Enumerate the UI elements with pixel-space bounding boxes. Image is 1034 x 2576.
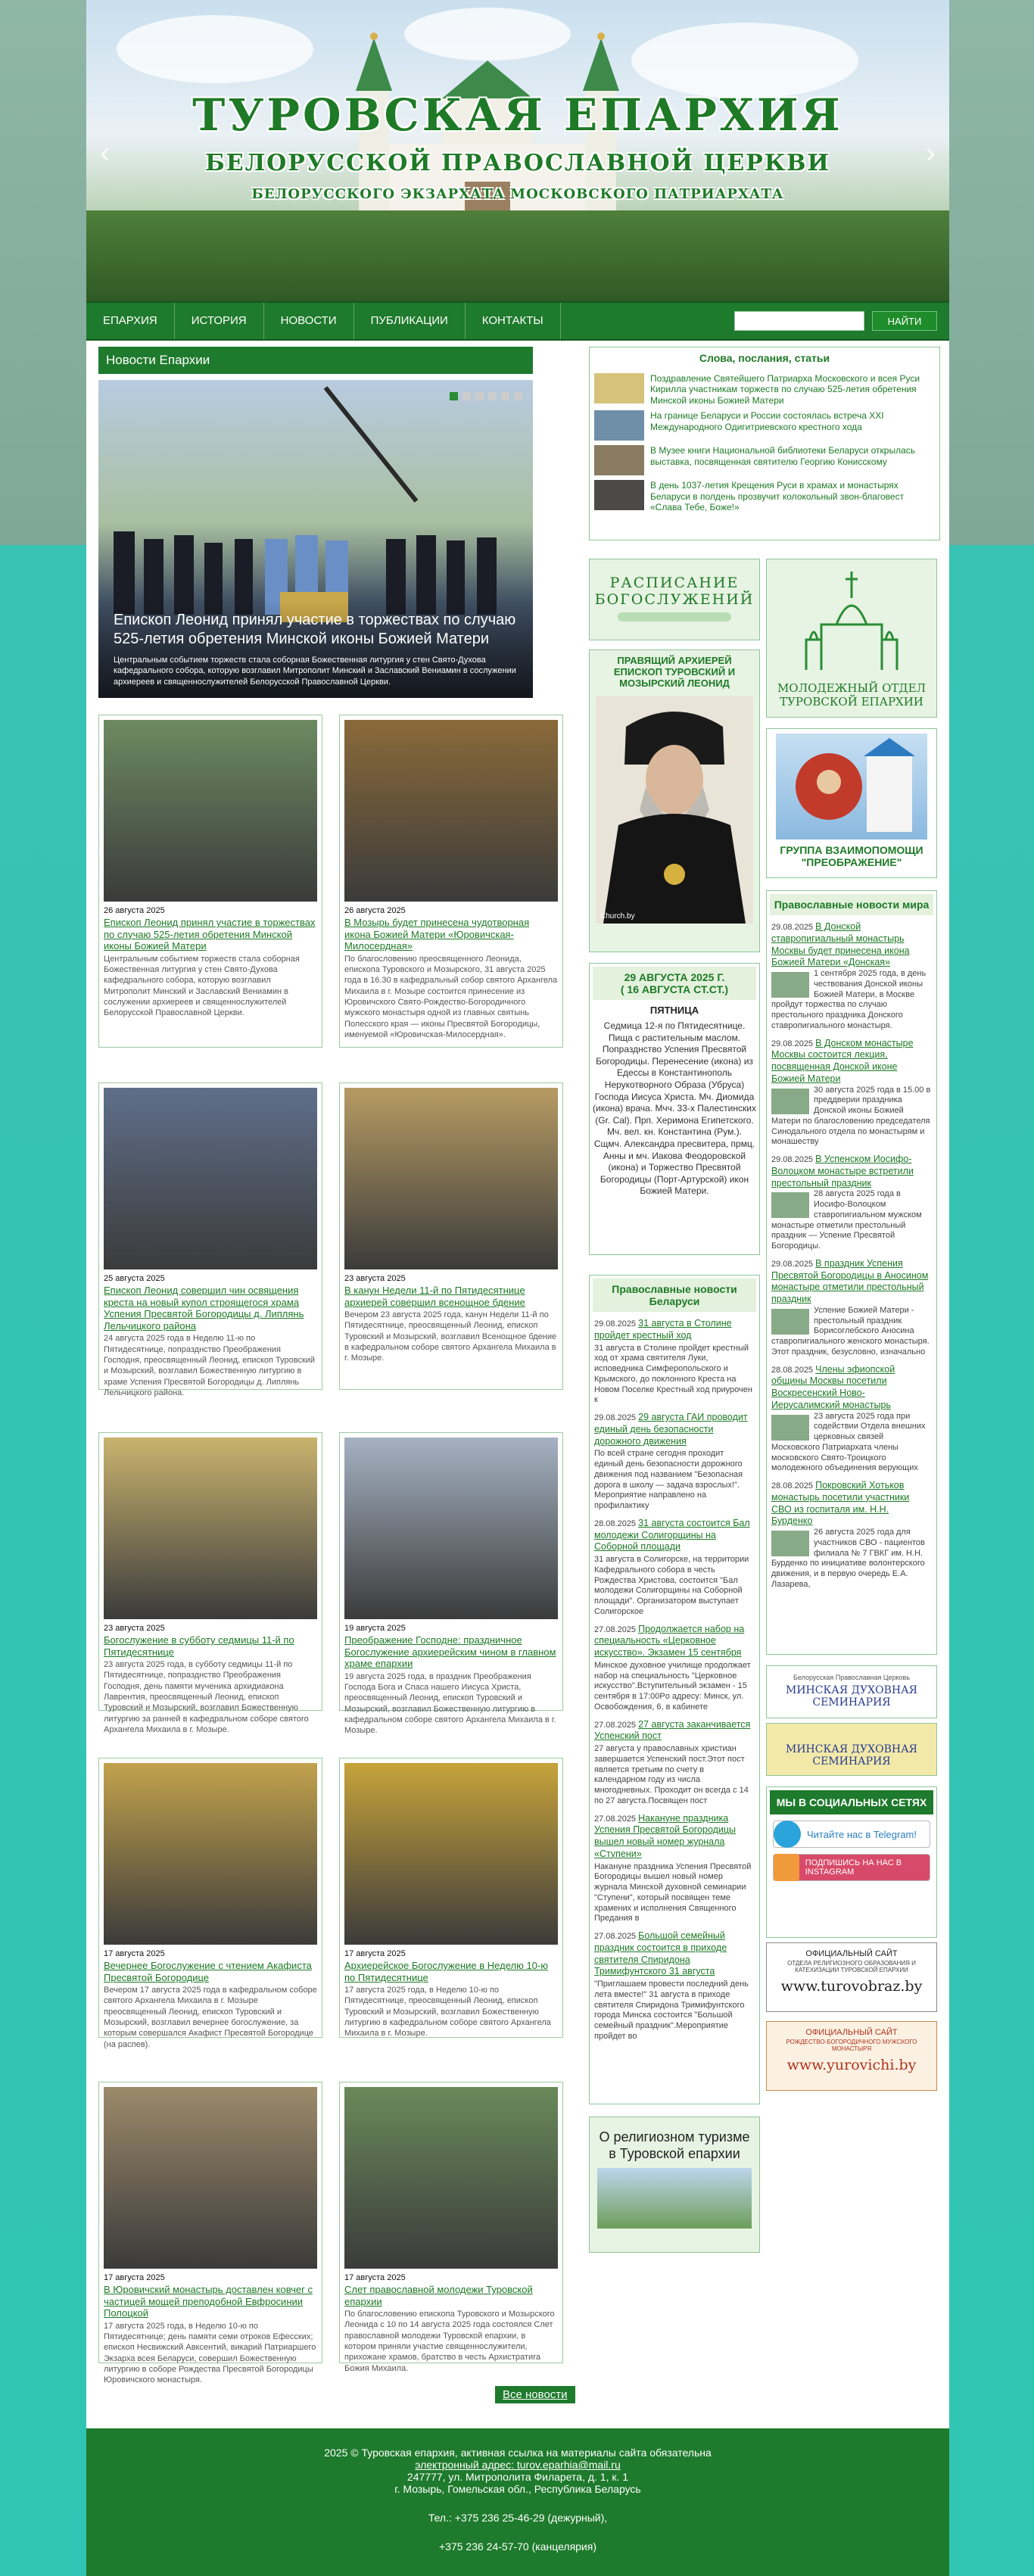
mdu-small: Белорусская Православная Церковь xyxy=(793,1674,911,1681)
instagram-label: ПОДПИШИСЬ НА НАС В INSTAGRAM xyxy=(805,1858,902,1877)
news-date: 29.08.2025 xyxy=(594,1319,637,1328)
news-title-link[interactable]: В Юровичский монастырь доставлен ковчег с частицей мощей преподобной Евфросинии Полоцкой xyxy=(104,2284,313,2319)
news-excerpt: По благословению епископа Туровского и Мозырского Леонида с 10 по 14 августа 2025 года состоялся Слет православной молодежи Туровской епархии, в котором приняли участие священнослужители, прихожане храмов, братство в честь Архистратига Божия Михаила. xyxy=(344,2310,555,2373)
list-item xyxy=(771,921,932,1032)
news-excerpt: 23 августа 2025 года при содействии Отдела внешних церковных связей Московского Патриархата члены московского Свято-Троицкого молодежного объединения верующих xyxy=(771,1411,926,1473)
news-title-link[interactable]: В Донской ставропигиальный монастырь Москвы будет принесена икона Божией Матери «Донская» xyxy=(771,921,910,968)
news-photo[interactable] xyxy=(344,1763,558,1945)
turovobraz-sub: ОТДЕЛА РЕЛИГИОЗНОГО ОБРАЗОВАНИЯ И КАТЕХИЗАЦИИ ТУРОВСКОЙ ЕПАРХИИ xyxy=(787,1960,916,1973)
bishop-watermark: Church.by xyxy=(600,912,635,920)
yurovichi-banner[interactable] xyxy=(766,2021,937,2091)
nav-item-publications[interactable]: ПУБЛИКАЦИИ xyxy=(354,303,466,339)
yurovichi-small: ОФИЦИАЛЬНЫЙ САЙТ xyxy=(805,2028,898,2037)
header-subtitle-exarchate: БЕЛОРУССКОГО ЭКЗАРХАТА МОСКОВСКОГО ПАТРИАРХАТА xyxy=(251,186,784,202)
news-date: 27.08.2025 xyxy=(594,1932,637,1941)
news-title-link[interactable]: В канун Недели 11-й по Пятидесятнице архиерей совершил всенощное бдение xyxy=(344,1285,525,1308)
slider-text: Центральным событием торжеств стала соборная Божественная литургия у стен Свято-Духова кафедрального собора, которую возглавил Митрополит Минский и Заславский Вениамин в сослужении архиереев и священнослужителей Белорусской Православной Церкви. xyxy=(114,656,516,687)
footer-address-1: 247777, ул. Митрополита Филарета, д. 1, к. 1 xyxy=(406,2471,629,2483)
news-date: 29.08.2025 xyxy=(771,1259,814,1269)
news-card[interactable] xyxy=(98,715,322,1048)
news-card[interactable] xyxy=(339,1082,563,1390)
news-card[interactable] xyxy=(339,1758,563,2038)
news-excerpt: 30 августа 2025 года в 15.00 в преддверии праздника Донской иконы Божией Матери по благословению председателя Синодального отдела по монастырям и монашеству xyxy=(771,1085,931,1147)
news-excerpt: 27 августа у православных христиан завершается Успенский пост.Этот пост является третьим по счету в календарном году из числа многодневных. Проходит он всегда с 14 по 27 августа.Посвящен пост xyxy=(594,1744,749,1805)
slider-dot[interactable] xyxy=(501,392,509,400)
news-card[interactable] xyxy=(98,1432,322,1734)
nav-item-eparchy[interactable]: ЕПАРХИЯ xyxy=(86,303,175,339)
news-excerpt: 31 августа в Столине пройдет крестный ход от храма святителя Луки, исповедника Симферопольского и Крымского, до поклонного Креста на Новом Поселке Крестный ход приурочен к xyxy=(594,1343,752,1405)
news-date: 28.08.2025 xyxy=(771,1365,814,1375)
footer-phone-1: Тел.: +375 236 25-46-29 (дежурный), xyxy=(428,2512,608,2524)
header-title: ТУРОВСКАЯ ЕПАРХИЯ xyxy=(192,89,843,141)
news-excerpt: Центральным событием торжеств стала соборная Божественная литургия у стен Свято-Духова кафедрального собора, которую возглавил Митрополит Минский и Заславский Вениамин в сослужении архиереев и священнослужителей Белорусской Православной Церкви. xyxy=(104,954,300,1018)
news-excerpt: "Приглашаем провести последний день лета вместе!" 31 августа в приходе святителя Спиридона Тримифунтского города Минска состоится "Большой семейный праздник".Мероприятие пройдет во xyxy=(594,1980,749,2041)
news-section-title: Новости Епархии xyxy=(98,347,533,374)
world-news-title: Православные новости мира xyxy=(774,899,930,911)
church-outline-icon xyxy=(776,564,927,677)
news-photo[interactable] xyxy=(344,720,558,902)
list-item xyxy=(771,1480,932,1590)
news-excerpt: 23 августа 2025 года, в субботу седмицы 11-й по Пятидесятнице, попразднство Преображения Господня, день памяти мученика архидиакона Лаврентия, преосвященный Леонид, епископ Туровский и Мозырский, возглавил Божественную литургию за ранней в кафедральном соборе святого Архангела Михаила в г. Мозыре. xyxy=(104,1660,309,1734)
header-subtitle: БЕЛОРУССКОЙ ПРАВОСЛАВНОЙ ЦЕРКВИ xyxy=(205,150,830,176)
news-date: 29.08.2025 xyxy=(771,1039,814,1048)
news-date: 29.08.2025 xyxy=(771,923,814,932)
list-item xyxy=(771,1154,932,1252)
words-title: Слова, послания, статьи xyxy=(699,352,830,364)
help-group-line-1: ГРУППА ВЗАИМОПОМОЩИ xyxy=(780,844,923,856)
belarus-news-title: Православные новости Беларуси xyxy=(612,1283,737,1307)
social-title: МЫ В СОЦИАЛЬНЫХ СЕТЯХ xyxy=(770,1790,933,1814)
list-item xyxy=(594,1930,755,2042)
words-item-link[interactable]: Поздравление Святейшего Патриарха Московского и всея Руси Кирилла участникам торжеств по случаю 525-летия обретения Минской иконы Божией Матери xyxy=(650,373,920,406)
news-excerpt: Накануне праздника Успения Пресвятой Богородицы вышел новый номер журнала Минской духовной семинарии "Ступени", который посвящен теме храмених и исполнения Священного Предания в xyxy=(594,1861,752,1923)
news-slider[interactable] xyxy=(98,380,533,698)
footer xyxy=(86,2428,949,2576)
list-item[interactable] xyxy=(594,373,935,406)
nav-item-news[interactable]: НОВОСТИ xyxy=(264,303,354,339)
words-item-link[interactable]: В день 1037-летия Крещения Руси в храмах и монастырях Беларуси в полдень прозвучит колокольный звон-благовест «Слава Тебе, Боже!» xyxy=(650,480,905,512)
book-icon xyxy=(618,612,731,621)
tourism-banner[interactable] xyxy=(589,2117,760,2253)
news-excerpt: Минское духовное училище продолжает набор на специальность "Церковное искусство".Вступительный экзамен - 15 сентября в 17:00Po адресу: Минск, ул. Освобождения, 6, в кабинете xyxy=(594,1660,751,1712)
calendar-old-style: ( 16 АВГУСТА СТ.СТ.) xyxy=(620,983,729,995)
news-date: 28.08.2025 xyxy=(594,1519,637,1528)
page xyxy=(86,0,949,2576)
news-date: 29.08.2025 xyxy=(594,1413,637,1422)
news-excerpt: По всей стране сегодня проходит единый день безопасности дорожного движения под названием "Безопасная дорога в школу — задача взрослых!". Мероприятие направлено на профилактику xyxy=(594,1449,743,1510)
bishop-portrait xyxy=(596,696,753,924)
slider-dot[interactable] xyxy=(462,392,471,400)
schedule-line-1: РАСПИСАНИЕ xyxy=(609,575,740,591)
main-nav xyxy=(86,301,949,341)
news-photo[interactable] xyxy=(104,1438,317,1619)
bishop-title: ПРАВЯЩИЙ АРХИЕРЕЙ ЕПИСКОП ТУРОВСКИЙ И МОЗЫРСКИЙ ЛЕОНИД xyxy=(613,655,736,689)
list-item[interactable] xyxy=(594,445,935,475)
youth-line-2: ТУРОВСКОЙ ЕПАРХИИ xyxy=(780,695,923,709)
slider-dot[interactable] xyxy=(450,392,458,400)
mdu-title-2: МИНСКАЯ ДУХОВНАЯ СЕМИНАРИЯ xyxy=(785,1743,917,1768)
list-item xyxy=(594,1318,755,1406)
words-item-link[interactable]: В Музее книги Национальной библиотеки Беларуси открылась выставка, посвященная святителю Георгию Конисскому xyxy=(650,445,915,467)
news-excerpt: Вечером 17 августа 2025 года в кафедральном соборе святого Архангела Михаила в г. Мозыре преосвященный Леонид, епископ Туровский и Мозырский, возглавил вечернее богослужение, за которым совершался Акафист Пресвятой Богородице (на распев). xyxy=(104,1986,317,2049)
yurovichi-url: www.yurovichi.by xyxy=(786,2057,917,2073)
words-box xyxy=(589,347,940,540)
news-photo[interactable] xyxy=(344,1088,558,1269)
instagram-link[interactable] xyxy=(773,1854,930,1881)
news-date: 28.08.2025 xyxy=(771,1481,814,1490)
slider-caption xyxy=(98,600,533,698)
news-date: 26 августа 2025 xyxy=(104,906,165,915)
news-photo[interactable] xyxy=(344,2087,558,2269)
header-banner xyxy=(86,0,949,301)
calendar-text: Седмица 12-я по Пятидесятнице. Пища с растительным маслом. Попразднство Успения Пресвятой Богородицы. Перенесение (икона) из Едессы в Константинополь Нерукотворного Образа (Убруса) Господа Иисуса Христа. Мч. Диомида (икона) врача. Мчч. 33-х Палестинских (Gr. Cal). Прп. Херимона Египетского. Мч. вел. кн. Константина (Рум.). Сщмч. Александра пресвитера, прмц. Анны и мч. Иакова Феодоровской (икона) и Торжество Пресвятой Богородицы (Порт-Артурской) икон Божией Матери. xyxy=(593,1020,756,1197)
news-date: 17 августа 2025 xyxy=(344,1949,406,1958)
news-thumbnail[interactable] xyxy=(771,1531,809,1556)
chevron-right-icon[interactable]: › xyxy=(925,136,936,170)
footer-email[interactable]: электронный адрес: turov.eparhia@mail.ru xyxy=(415,2459,621,2471)
news-title-link[interactable]: В Донском монастыре Москвы состоится лекция, посвященная Донской иконе Божией Матери xyxy=(771,1037,914,1084)
news-title-link[interactable]: В Успенском Иосифо-Волоцком монастыре встретили престольный праздник xyxy=(771,1154,914,1188)
icon-image xyxy=(776,734,927,839)
news-thumbnail[interactable] xyxy=(771,972,809,998)
turovobraz-banner[interactable] xyxy=(766,1942,937,2012)
news-excerpt: 26 августа 2025 года для участников СВО - пациентов филиала № 7 ГВКГ им. Н.Н. Бурденко по инициативе волонтерского движения, и в первую очередь Е.А. Лазарева, xyxy=(771,1528,925,1589)
world-news-box xyxy=(766,890,937,1655)
list-item xyxy=(594,1813,755,1925)
news-title-link[interactable]: Члены эфиопской общины Москвы посетили Воскресенский Ново-Иерусалимский монастырь xyxy=(771,1363,895,1410)
news-card[interactable] xyxy=(98,1758,322,2049)
news-title-link[interactable]: 31 августа в Столине пройдет крестный ход xyxy=(594,1318,732,1341)
footer-copy: 2025 © Туровская епархия, активная ссылка на материалы сайта обязательна xyxy=(324,2447,712,2459)
list-item[interactable] xyxy=(594,480,935,512)
slider-title[interactable]: Епископ Леонид принял участие в торжествах по случаю 525-летия обретения Минской иконы Божией Матери xyxy=(114,612,516,648)
news-thumbnail[interactable] xyxy=(771,1089,809,1114)
news-date: 17 августа 2025 xyxy=(344,2273,406,2282)
tourism-image xyxy=(597,2168,752,2229)
news-excerpt: 19 августа 2025 года, в праздник Преображения Господа Бога и Спаса нашего Иисуса Христа, преосвященный Леонид, епископ Туровский и Мозырский, возглавил Божественную литургию в кафедральном соборе святого Архангела Михаила в г. Мозыре. xyxy=(344,1671,556,1736)
news-date: 26 августа 2025 xyxy=(344,906,406,915)
youth-line-1: МОЛОДЕЖНЫЙ ОТДЕЛ xyxy=(777,681,927,695)
news-title-link[interactable]: Богослужение в субботу седмицы 11-й по Пятидесятнице xyxy=(104,1634,294,1658)
belarus-news-box xyxy=(589,1275,760,2104)
news-photo[interactable] xyxy=(104,720,317,902)
help-group-banner[interactable] xyxy=(766,728,937,878)
news-card[interactable] xyxy=(98,1082,322,1397)
news-card[interactable] xyxy=(339,1432,563,1736)
news-thumbnail xyxy=(594,445,644,475)
news-card[interactable] xyxy=(98,2082,322,2385)
news-excerpt: 17 августа 2025 года, в Неделю 10-ю по Пятидесятнице, преосвященный Леонид, епископ Туровский и Мозырский, возглавил Божественную литургию в кафедральном соборе святого Архангела Михаила в г. Мозыре. xyxy=(344,1986,551,2039)
news-title-link[interactable]: Продолжается набор на специальность «Церковное искусство». Экзамен 15 сентября xyxy=(594,1623,745,1658)
calendar-date: 29 АВГУСТА 2025 Г. xyxy=(624,971,725,983)
chevron-left-icon[interactable]: ‹ xyxy=(100,136,111,170)
news-excerpt: Вечером 23 августа 2025 года, канун Недели 11-й по Пятидесятнице, преосвященный Леонид, епископ Туровский и Мозырский, возглавил Всенощное бдение в кафедральном соборе святого Архангела Михаила в г. Мозыре. xyxy=(344,1310,557,1363)
nav-item-contacts[interactable]: КОНТАКТЫ xyxy=(466,303,561,339)
mdu-title: МИНСКАЯ ДУХОВНАЯ СЕМИНАРИЯ xyxy=(785,1684,917,1709)
news-title-link[interactable]: В Мозырь будет принесена чудотворная икона Божией Матери «Юровичская-Милосердная» xyxy=(344,917,530,952)
news-title-link[interactable]: Слет православной молодежи Туровской епархии xyxy=(344,2284,533,2307)
slider-dot[interactable] xyxy=(514,392,522,400)
slider-dot[interactable] xyxy=(475,392,484,400)
footer-phone-2: +375 236 24-57-70 (канцелярия) xyxy=(439,2540,596,2553)
all-news-button[interactable]: Все новости xyxy=(495,2386,575,2403)
list-item xyxy=(594,1624,755,1713)
news-excerpt: 1 сентября 2025 года, в день чествования Донской иконы Божией Матери, в Москве пройдут торжества по случаю престольного праздника Донского ставропигиального монастыря. xyxy=(771,969,927,1030)
news-card[interactable] xyxy=(339,715,563,1048)
search-input[interactable] xyxy=(734,311,864,331)
calendar-day: ПЯТНИЦА xyxy=(649,1005,699,1016)
help-group-line-2: "ПРЕОБРАЖЕНИЕ" xyxy=(801,856,902,868)
news-thumbnail xyxy=(594,410,644,441)
nav-item-history[interactable]: ИСТОРИЯ xyxy=(175,303,264,339)
mdu-banner[interactable] xyxy=(766,1665,937,1718)
news-excerpt: По благословению преосвященного Леонида, епископа Туровского и Мозырского, 31 августа 2025 года в 16.30 в кафедральный собор святого Архангела Михаила в г. Мозыре состоится принесение из Юровичского Свято-Рождество-Богородичного мужского монастыря одной из главных святынь Полесского края — иконы Пресвятой Богородицы, именуемой «Юровичская-Милосердная». xyxy=(344,954,558,1039)
news-title-link[interactable]: 29 августа ГАИ проводит единый день безопасности дорожного движения xyxy=(594,1412,748,1447)
yurovichi-sub: РОЖДЕСТВО-БОГОРОДИЧНОГО МУЖСКОГО МОНАСТЫРЯ xyxy=(786,2039,917,2052)
bishop-box[interactable] xyxy=(589,649,760,952)
list-item xyxy=(771,1364,932,1475)
news-title-link[interactable]: Епископ Леонид принял участие в торжествах по случаю 525-летия обретения Минской иконы Божией Матери xyxy=(104,917,316,952)
list-item xyxy=(771,1258,932,1358)
news-excerpt: 31 августа в Солигорске, на территории Кафедрального собора в честь Рождества Христова, состоится "Бал молодежи Солигорщины на Соборной площади". Организатором выступает Солигорское xyxy=(594,1555,749,1616)
news-thumbnail[interactable] xyxy=(771,1192,809,1218)
news-thumbnail[interactable] xyxy=(771,1309,809,1335)
list-item[interactable] xyxy=(594,410,935,441)
footer-address-2: г. Мозырь, Гомельская обл., Республика Беларусь xyxy=(394,2483,641,2495)
news-title-link[interactable]: Преображение Господне: праздничное Богослужение архиерейским чином в главном храме епархии xyxy=(344,1634,556,1670)
news-title-link[interactable]: 27 августа заканчивается Успенский пост xyxy=(594,1718,751,1742)
news-date: 19 августа 2025 xyxy=(344,1624,406,1633)
list-item xyxy=(594,1412,755,1512)
news-excerpt: Успение Божией Матери - престольный праздник Борисоглебского Аносина ставропигиального женского монастыря. Этот праздник, безусловно, изначально xyxy=(771,1305,930,1357)
instagram-icon xyxy=(774,1854,799,1881)
news-date: 25 августа 2025 xyxy=(104,1274,165,1283)
search-button[interactable]: НАЙТИ xyxy=(872,311,937,331)
list-item xyxy=(594,1518,755,1618)
news-excerpt: 24 августа 2025 года в Неделю 11-ю по Пятидесятнице, попразднство Преображения Господня, преосвященный Леонид, епископ Туровский и Мозырский, возглавил Божественную литургию в храме Успения Пресвятой Богородицы д. Липлянь Лельчицкого района. xyxy=(104,1334,316,1397)
news-thumbnail xyxy=(594,480,644,510)
news-date: 27.08.2025 xyxy=(594,1814,637,1824)
news-excerpt: 17 августа 2025 года, в Неделю 10-ю по Пятидесятнице; день памяти семи отроков Ефесских; епископ Несвижский Авксентий, викарий Патриаршего Экзарха всея Беларуси, совершил Божественную литургию в соборе Рождества Пресвятой Богородицы Юровичского монастыря. xyxy=(104,2321,316,2385)
telegram-icon xyxy=(774,1821,801,1848)
calendar-box xyxy=(589,963,760,1255)
news-photo[interactable] xyxy=(104,1088,317,1269)
banner-trees xyxy=(86,210,949,301)
news-photo[interactable] xyxy=(104,1763,317,1945)
list-item xyxy=(771,1038,932,1148)
list-item xyxy=(594,1719,755,1807)
slider-dot[interactable] xyxy=(488,392,497,400)
news-date: 23 августа 2025 xyxy=(344,1274,406,1283)
news-photo[interactable] xyxy=(104,2087,317,2269)
news-date: 23 августа 2025 xyxy=(104,1624,165,1633)
turovobraz-url: www.turovobraz.by xyxy=(780,1978,923,1995)
news-title-link[interactable]: Вечернее Богослужение с чтением Акафиста Пресвятой Богородице xyxy=(104,1960,312,1983)
turovobraz-small: ОФИЦИАЛЬНЫЙ САЙТ xyxy=(805,1949,898,1958)
news-excerpt: 28 августа 2025 года в Иосифо-Волоцком ставропигиальном мужском монастыре отметили престольный праздник — Успение Пресвятой Богородицы. xyxy=(771,1189,922,1251)
news-date: 27.08.2025 xyxy=(594,1720,637,1730)
news-title-link[interactable]: 31 августа состоится Бал молодежи Солигорщины на Соборной площади xyxy=(594,1517,750,1553)
news-date: 29.08.2025 xyxy=(771,1155,814,1164)
social-box xyxy=(766,1786,937,1938)
news-title-link[interactable]: Епископ Леонид совершил чин освящения креста на новый купол строящегося храма Успения Пресвятой Богородицы д. Липлянь Лельчицкого района xyxy=(104,1285,304,1332)
news-card[interactable] xyxy=(339,2082,563,2373)
telegram-link[interactable] xyxy=(773,1821,930,1848)
mdu-banner-2[interactable] xyxy=(766,1723,937,1776)
tourism-title: О религиозном туризме в Туровской епархии xyxy=(599,2129,750,2161)
news-title-link[interactable]: Покровский Хотьков монастырь посетили участники СВО из госпиталя им. Н.Н. Бурденко xyxy=(771,1480,910,1527)
schedule-line-2: БОГОСЛУЖЕНИЙ xyxy=(594,591,755,608)
telegram-label: Читайте нас в Telegram! xyxy=(807,1828,917,1840)
news-photo[interactable] xyxy=(344,1438,558,1619)
news-thumbnail[interactable] xyxy=(771,1415,809,1441)
slider-dots xyxy=(445,391,522,404)
news-title-link[interactable]: Накануне праздника Успения Пресвятой Богородицы вышел новый номер журнала «Ступени» xyxy=(594,1812,737,1859)
news-title-link[interactable]: Большой семейный праздник состоится в приходе святителя Спиридона Тримифунтского 31 августа xyxy=(594,1930,727,1977)
words-item-link[interactable]: На границе Беларуси и России состоялась встреча XXI Международного Одигитриевского крестного хода xyxy=(650,410,884,432)
news-title-link[interactable]: Архиерейское Богослужение в Неделю 10-ю по Пятидесятнице xyxy=(344,1960,548,1983)
news-date: 17 августа 2025 xyxy=(104,1949,165,1958)
news-date: 17 августа 2025 xyxy=(104,2273,165,2282)
news-date: 27.08.2025 xyxy=(594,1624,637,1634)
youth-banner[interactable] xyxy=(766,559,937,718)
news-title-link[interactable]: В праздник Успения Пресвятой Богородицы в Аносином монастыре отметили престольный праздник xyxy=(771,1257,929,1304)
schedule-banner[interactable] xyxy=(589,559,760,640)
news-thumbnail xyxy=(594,373,644,403)
